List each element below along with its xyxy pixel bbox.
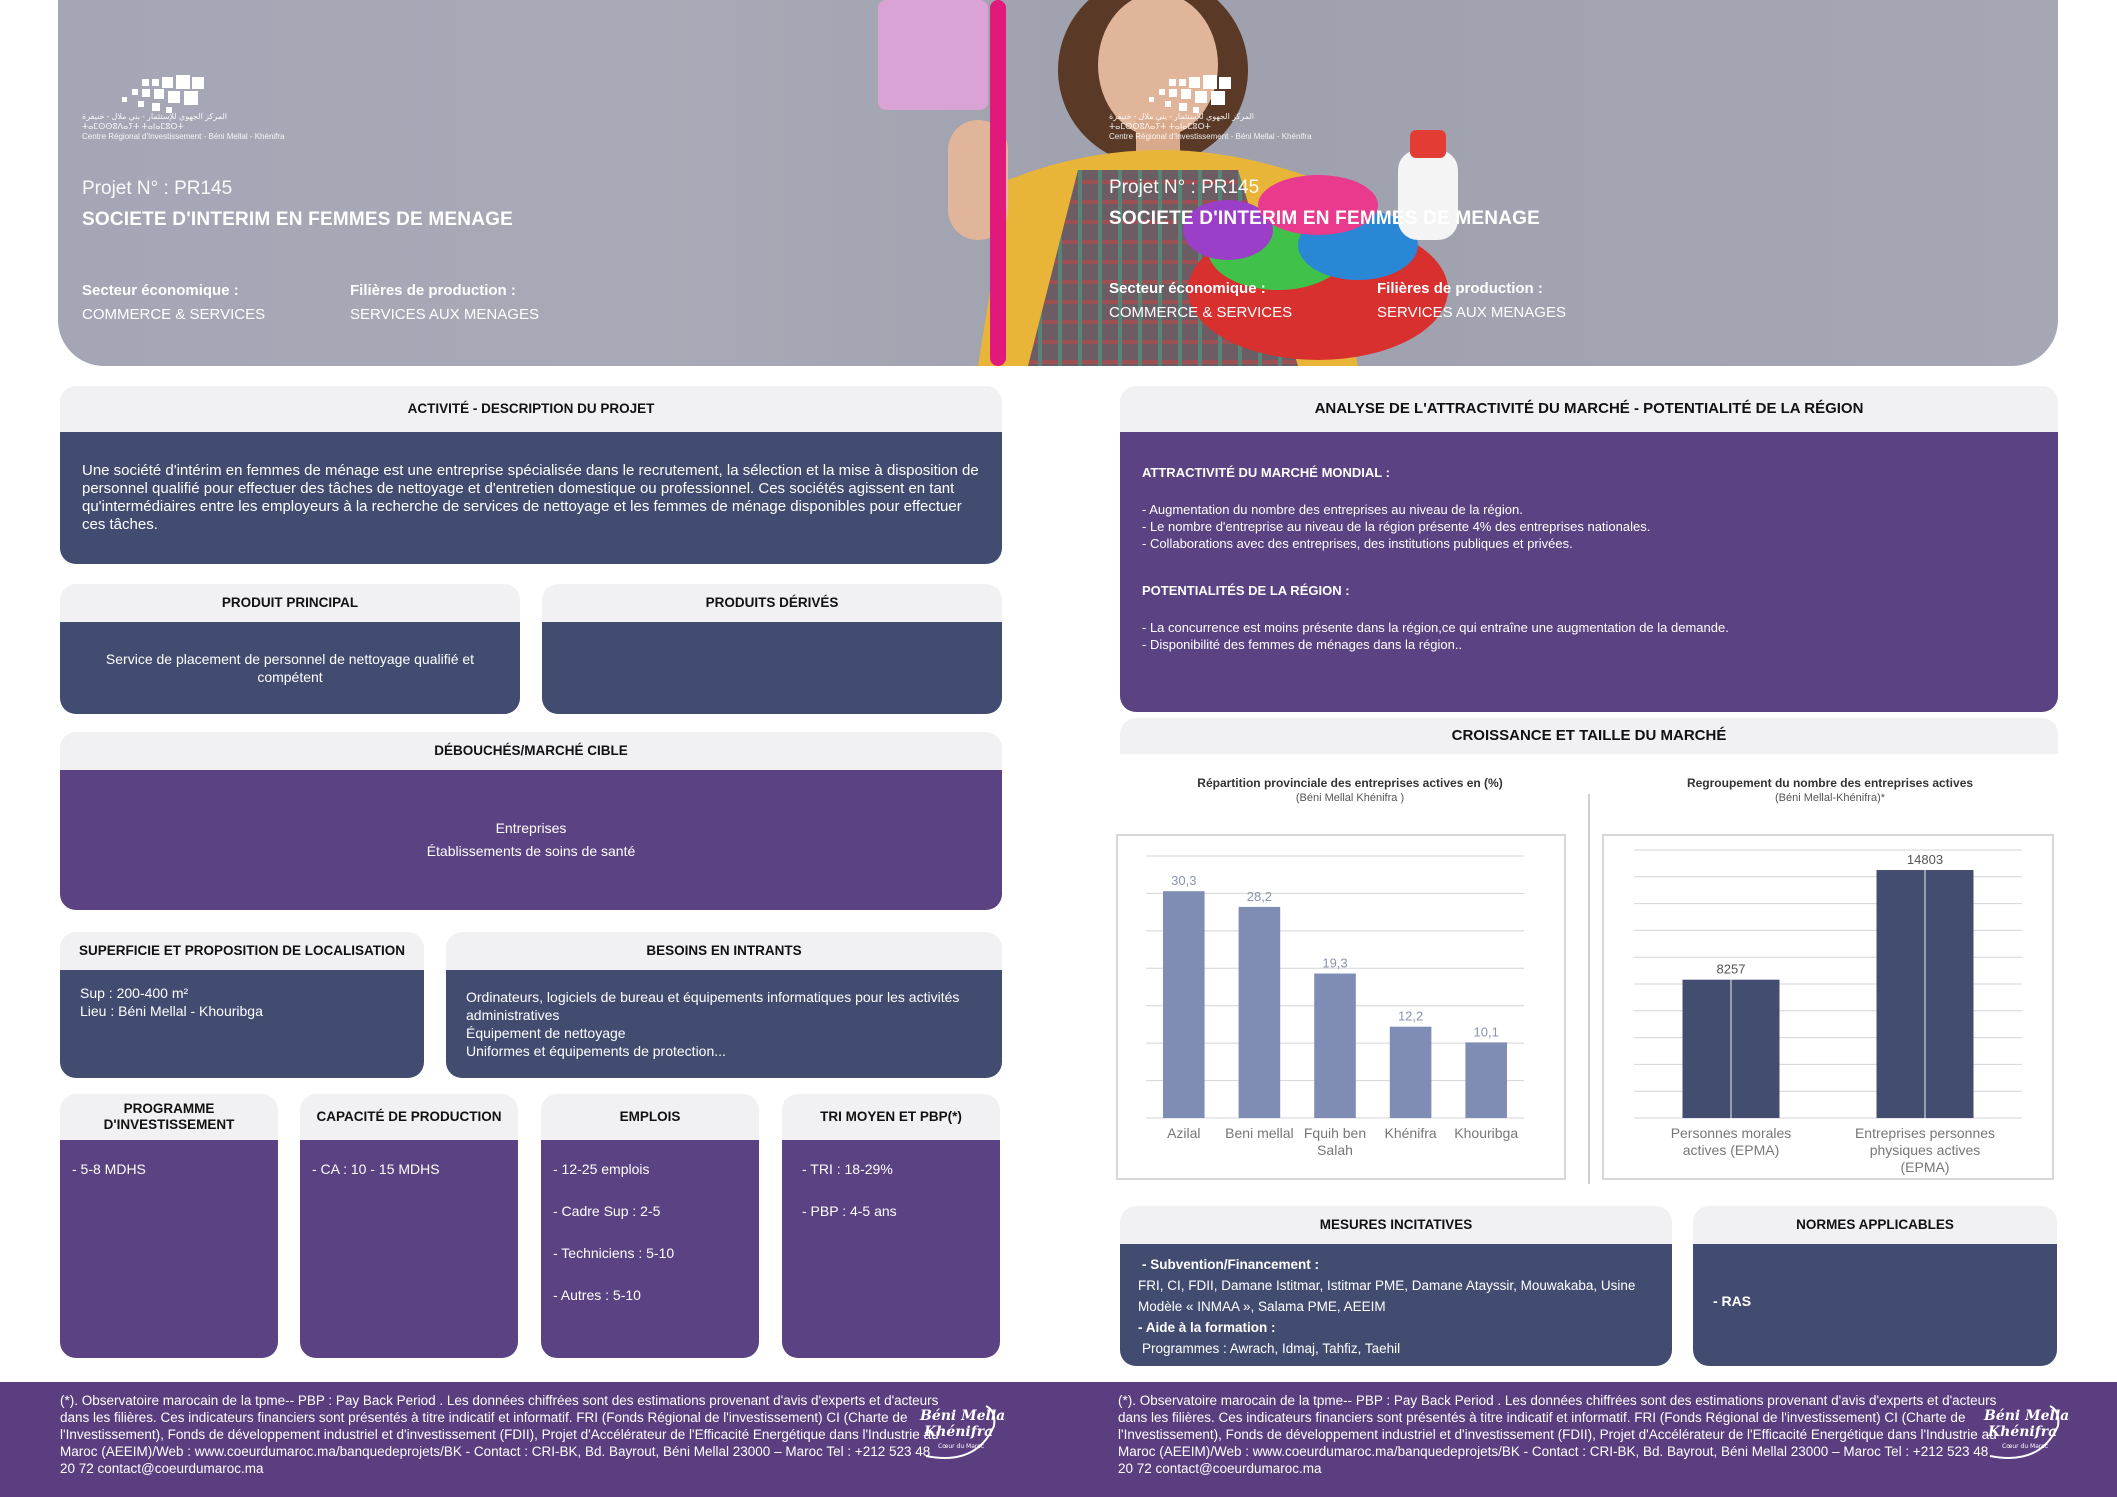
data-label: 19,3 [1322,955,1348,971]
chart-divider [1588,794,1590,1184]
logo-line1: Béni Mellal [1984,1408,2070,1424]
logo-line3: Cœur du Maroc [938,1443,985,1450]
capacite-body [300,1140,518,1358]
data-label: 10,1 [1473,1024,1499,1040]
chart2-subtitle: (Béni Mellal-Khénifra)* [1774,792,1886,804]
sector-value: COMMERCE & SERVICES [82,306,266,323]
bar-1 [1163,891,1205,1118]
hero-banner [58,0,2058,366]
hero-info-right [1109,0,1809,366]
category-label: actives (EPMA) [1682,1142,1780,1158]
logo-line2: Khénifra [924,1424,994,1440]
produit-principal-text: Service de placement de personnel de nettoyage qualifié et compétent [60,622,520,714]
sector-block [1109,277,1292,325]
programme-item: - 5-8 MDHS [72,1161,146,1177]
tri-card [782,1094,1000,1358]
category-label: Entreprises personnes [1854,1125,1996,1141]
formation-text: Programmes : Awrach, Idmaj, Tahfiz, Taehil [1142,1341,1401,1356]
filiere-block [1377,277,1566,325]
mondial-item: - Collaborations avec des entreprises, des institutions publiques et privées. [1142,536,1573,551]
category-label: Beni mellal [1225,1125,1294,1141]
emplois-card [541,1094,759,1358]
data-label: 28,2 [1246,888,1273,904]
formation-label: - Aide à la formation : [1138,1320,1276,1335]
emplois-item: - Autres : 5-10 [553,1287,641,1303]
bar-4 [1390,1027,1432,1118]
intrants-card [446,932,1002,1078]
croissance-title: CROISSANCE ET TAILLE DU MARCHÉ [1120,718,2058,754]
tri-item: - TRI : 18-29% [802,1161,893,1177]
footer [0,1382,2117,1497]
superficie-title: SUPERFICIE ET PROPOSITION DE LOCALISATION [60,932,424,970]
analyse-body [1120,432,2058,712]
mesures-body [1120,1244,1672,1366]
category-label: Khénifra [1384,1125,1437,1141]
subvention-text: FRI, CI, FDII, Damane Istitmar, Istitmar PME, Damane Atayssir, Mouwakaba, Usine Modèle « INMAA », Salama PME, AEEIM [1138,1278,1636,1314]
bar-2 [1239,907,1281,1118]
region-title: POTENTIALITÉS DE LA RÉGION : [1142,583,1350,598]
category-label: Personnes morales [1670,1125,1792,1141]
produits-derives-title: PRODUITS DÉRIVÉS [542,584,1002,622]
debouches-title: DÉBOUCHÉS/MARCHÉ CIBLE [60,732,1002,770]
project-title: SOCIETE D'INTERIM EN FEMMES DE MENAGE [82,209,514,230]
mondial-item: - Augmentation du nombre des entreprises au niveau de la région. [1142,502,1523,517]
filiere-label: Filières de production : [350,282,516,299]
superficie-card [60,932,424,1078]
chart2-title [1620,776,2040,806]
emplois-title: EMPLOIS [541,1094,759,1140]
bar-3 [1314,974,1356,1118]
normes-title: NORMES APPLICABLES [1693,1206,2057,1244]
mesures-card [1120,1206,1672,1366]
subvention-label: - Subvention/Financement : [1142,1257,1320,1272]
emplois-item: - 12-25 emplois [553,1161,650,1177]
debouches-card [60,732,1002,910]
chart2-svg [1604,836,2052,1178]
category-label: Khouribga [1454,1125,1519,1141]
mesures-title: MESURES INCITATIVES [1120,1206,1672,1244]
category-label: Azilal [1167,1125,1201,1141]
project-number: Projet N° : PR145 [1109,177,1260,198]
programme-body [60,1140,278,1358]
hero-info-left [82,0,782,366]
logo-text: المركز الجهوي للإستثمار - بني ملال - خنيفرة ⵜⴰⵎⵙⵙⵓⴷⴰⵢⵜ ⵜⴰⵏⴰⵎⵓⵔⵜ Centre Régional d'Investissement - Béni Mellal - Khénifra [1109,112,1312,141]
mondial-item: - Le nombre d'entreprise au niveau de la région présente 4% des entreprises nationales. [1142,519,1651,534]
footer-text: (*). Observatoire marocain de la tpme-- PBP : Pay Back Period . Les données chiffrées sont des estimations provenant d'avis d'experts et d'acteurs dans les filières. Ces indicateurs financiers sont présentés à titre indicatif et informatif. FRI (Fonds Régional de l'investissement) CI (Charte de l'Investissement), Fonds de développement industriel et d'investissement (FDII), Projet d'Accélérateur de l'Efficacité Energétique dans l'Industrie au Maroc (AEEIM)/Web : www.coeurdumaroc.ma/banquedeprojets/BK - Contact : CRI-BK, Bd. Bayrout, Béni Mellal 23000 – Maroc Tel : +212 523 48 20 72 contact@coeurdumaroc.ma [1118,1393,1997,1476]
tri-title: TRI MOYEN ET PBP(*) [782,1094,1000,1140]
programme-title: PROGRAMME D'INVESTISSEMENT [60,1094,278,1140]
chart2-box [1602,834,2054,1180]
sector-label: Secteur économique : [1109,280,1266,297]
superficie-sup: Sup : 200-400 m² [80,985,189,1001]
debouches-body [60,770,1002,910]
analyse-title: ANALYSE DE L'ATTRACTIVITÉ DU MARCHÉ - POTENTIALITÉ DE LA RÉGION [1120,386,2058,432]
capacite-card [300,1094,518,1358]
produits-derives-card [542,584,1002,714]
logo-line1: Béni Mellal [920,1408,1006,1424]
category-label: Salah [1317,1142,1353,1158]
region-item: - Disponibilité des femmes de ménages dans la région.. [1142,637,1463,652]
activite-text: Une société d'intérim en femmes de ménage est une entreprise spécialisée dans le recrutement, la sélection et la mise à disposition de personnel qualifié pour effectuer des tâches de nettoyage et d'entretien domestique ou professionnel. Ces sociétés agissent en tant qu'intermédiaires entre les employeurs à la recherche de services de nettoyage et les femmes de ménage disponibles pour effectuer ces tâches. [60,432,1002,564]
filiere-block [350,279,539,327]
chart1-subtitle: (Béni Mellal Khénifra ) [1295,792,1405,804]
filiere-value: SERVICES AUX MENAGES [350,306,539,323]
bmk-logo-mark [916,1396,1006,1466]
activite-card [60,386,1002,564]
intrants-title: BESOINS EN INTRANTS [446,932,1002,970]
logo-line3: Cœur du Maroc [2002,1443,2049,1450]
filiere-label: Filières de production : [1377,280,1543,297]
filiere-value: SERVICES AUX MENAGES [1377,304,1566,321]
data-label: 12,2 [1397,1008,1424,1024]
intrants-item: Ordinateurs, logiciels de bureau et équipements informatiques pour les activités administratives [466,989,960,1023]
debouches-item: Entreprises [495,820,567,836]
category-label: (EPMA) [1900,1159,1950,1175]
produit-principal-title: PRODUIT PRINCIPAL [60,584,520,622]
footer-text: (*). Observatoire marocain de la tpme-- PBP : Pay Back Period . Les données chiffrées sont des estimations provenant d'avis d'experts et d'acteurs dans les filières. Ces indicateurs financiers sont présentés à titre indicatif et informatif. FRI (Fonds Régional de l'investissement) CI (Charte de l'Investissement), Fonds de développement industriel et d'investissement (FDII), Projet d'Accélérateur de l'Efficacité Energétique dans l'Industrie au Maroc (AEEIM)/Web : www.coeurdumaroc.ma/banquedeprojets/BK - Contact : CRI-BK, Bd. Bayrout, Béni Mellal 23000 – Maroc Tel : +212 523 48 20 72 contact@coeurdumaroc.ma [60,1393,939,1476]
programme-card [60,1094,278,1358]
emplois-body [541,1140,759,1358]
bmk-logo [1980,1396,2070,1466]
category-label: Fquih ben [1303,1125,1367,1141]
emplois-item: - Techniciens : 5-10 [553,1245,675,1261]
chart1-box [1116,834,1566,1180]
intrants-item: Équipement de nettoyage [466,1025,626,1041]
category-label: physiques actives [1869,1142,1981,1158]
normes-card [1693,1206,2057,1366]
emplois-item: - Cadre Sup : 2-5 [553,1203,661,1219]
chart2-title-text: Regroupement du nombre des entreprises actives [1686,776,1974,790]
chart1-svg [1118,836,1564,1178]
mondial-title: ATTRACTIVITÉ DU MARCHÉ MONDIAL : [1142,465,1390,480]
capacite-title: CAPACITÉ DE PRODUCTION [300,1094,518,1140]
produits-derives-text [542,622,1002,714]
produit-principal-card [60,584,520,714]
sector-block [82,279,265,327]
sector-label: Secteur économique : [82,282,239,299]
normes-text: - RAS [1693,1244,2057,1366]
logo-line2: Khénifra [1988,1424,2058,1440]
chart1-title [1140,776,1560,806]
croissance-header [1120,718,2058,754]
superficie-body [60,970,424,1078]
bmk-logo [916,1396,1006,1466]
chart1-title-text: Répartition provinciale des entreprises actives en (%) [1197,776,1503,790]
data-label: 14803 [1906,852,1944,868]
debouches-item: Établissements de soins de santé [426,843,636,859]
logo-text: المركز الجهوي للإستثمار - بني ملال - خنيفرة ⵜⴰⵎⵙⵙⵓⴷⴰⵢⵜ ⵜⴰⵏⴰⵎⵓⵔⵜ Centre Régional d'Investissement - Béni Mellal - Khénifra [82,112,285,141]
analyse-card [1120,386,2058,712]
project-title: SOCIETE D'INTERIM EN FEMMES DE MENAGE [1109,208,1541,229]
bar-5 [1465,1042,1507,1118]
activite-title: ACTIVITÉ - DESCRIPTION DU PROJET [60,386,1002,432]
intrants-item: Uniformes et équipements de protection... [466,1043,726,1059]
tri-item: - PBP : 4-5 ans [802,1203,897,1219]
region-item: - La concurrence est moins présente dans la région,ce qui entraîne une augmentation de la demande. [1142,620,1729,635]
tri-body [782,1140,1000,1358]
data-label: 30,3 [1171,873,1197,889]
sector-value: COMMERCE & SERVICES [1109,304,1293,321]
superficie-lieu: Lieu : Béni Mellal - Khouribga [80,1003,263,1019]
intrants-body [446,970,1002,1078]
bmk-logo-mark [1980,1396,2070,1466]
project-number: Projet N° : PR145 [82,178,233,199]
capacite-item: - CA : 10 - 15 MDHS [312,1161,440,1177]
data-label: 8257 [1716,961,1746,977]
